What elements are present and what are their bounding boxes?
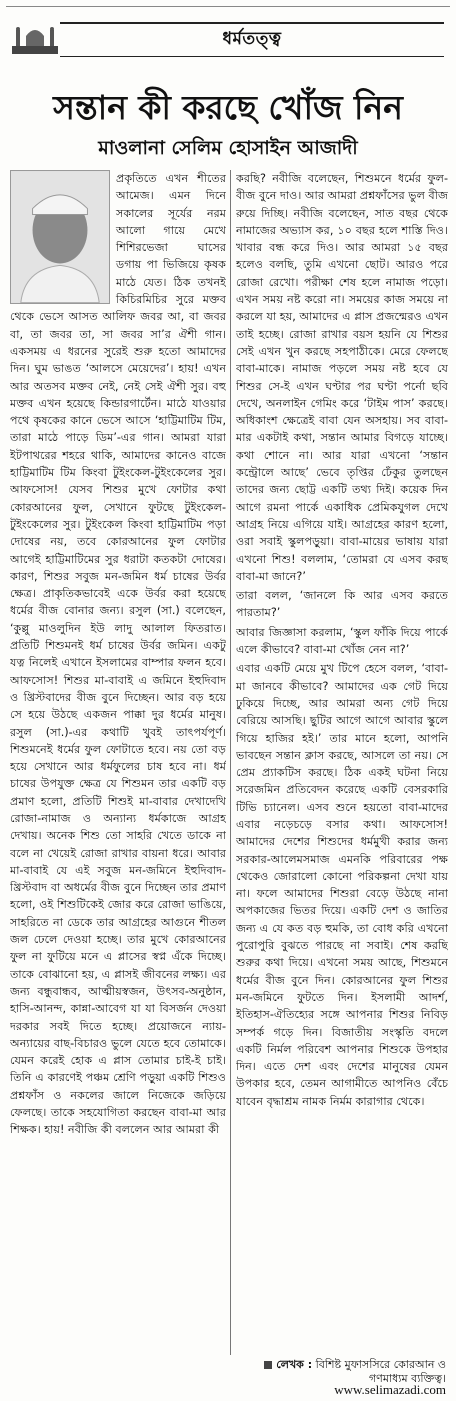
article-paragraph: তারা বলল, ‘জানলে কি আর এসব করতে পারতাম?’ [236,589,448,620]
article-paragraph: আবার জিজ্ঞাসা করলাম, ‘স্কুল ফাঁকি দিয়ে পার্কে এলে কীভাবে? বাবা-মা খোঁজ নেন না?’ [236,625,448,657]
article-column-left [10,170,226,1395]
headline: সন্তান কী করছে খোঁজ নিন [53,88,403,127]
byline: মাওলানা সেলিম হোসাইন আজাদী [98,137,358,159]
author-note-label: লেখক : [276,1358,313,1371]
mosque-logo-icon [12,22,58,54]
website-link[interactable]: www.selimazadi.com [334,1382,446,1397]
author-photo [10,170,110,304]
article-paragraph: প্রকৃতিতে এখন শীতের আমেজ। এমন দিনে সকালের সূর্যের নরম আলো গায়ে মেখে শিশিরভেজা ঘাসের ডগায় পা ভিজিয়ে কৃষক মাঠে যেত। ঠিক তখনই কিচিরমিচির সুরে মক্তব থেকে ভেসে আসত আলিফ জবর আ, বা জবর বা, তা জবর তা, সা জবর সা’র ঐশী গান। একসময় এ ধরনের সুরেই শুরু হতো আমাদের দিন। ঘুম ভাঙত ‘আলসে মেয়েদের’। হায়! এখন আর অতসব মক্তব নেই, নেই সেই ঐশী সুর। বহু মক্তব এখন হয়েছে কিন্ডারগার্টেন। মাঠে যাওয়ার পথে কৃষকের কানে ভেসে আসে ‘হাট্টিমাটিম টিম, তারা মাঠে পাড়ে ডিম’-এর গান। আমরা যারা ইটপাথরের শহরে থাকি, আমাদের কানেও বাজে হাট্টিমাটিম টিম কিংবা টুইংকেল-টুইংকেলের সুর। আফসোস! যেসব শিশুর মুখে ফোটার কথা কোরআনের ফুল, সেখানে ফুটছে টুইংকেল-টুইংকেলের সুর। টুইংকেল কিংবা হাট্টিমাটিম পড়া দোষের নয়, তবে কোরআনের ফুল ফোটার আগেই হাট্টিমাটিমের সুর ধরাটা কতকটা দোষের। কারণ, শিশুর সবুজ মন-জমিন ধর্ম চাষের উর্বর ক্ষেত্র। প্রাকৃতিকভাবেই একে উর্বর করা হয়েছে ধর্মের বীজ বোনার জন্য। রসুল (সা.) বলেছেন, ‘কুল্লু মাওলুদিন ইউ লাদু আলাল ফিতরাত। প্রতিটি শিশুমনই ধর্ম চাষের উর্বর জমিন। একটু যত্ন নিলেই এখানে ইসলামের বাম্পার ফলন হবে। আফসোস! শিশুর মা-বাবাই এ জমিনে ইহুদিবাদ ও খ্রিস্টবাদের বীজ বুনে দিচ্ছেন। আর বড় হয়ে সে হয়ে উঠছে একজন পাক্কা দুর ধর্মের মানুষ। রসুল (সা.)-এর কথাটি খুবই তাৎপর্যপূর্ণ। শিশুমনেই ধর্মের ফুল ফোটাতে হবে। নয় তো বড় হয়ে সেখানে আর ধর্মফুলের চাষ হবে না। ধর্ম চাষের উপযুক্ত ক্ষেত্র যে শিশুমন তার একটি বড় প্রমাণ হলো, প্রতিটি শিশুই মা-বাবার দেখাদেখি রোজা-নামাজ ও অন্যান্য ধর্মকাজে আগ্রহ দেখায়। অনেক শিশু তো সাহরি খেতে ডাকে না বলে না খেয়েই রোজা রাখার বায়না ধরে। আবার মা-বাবাই যে এই সবুজ মন-জমিনে ইহুদিবাদ-খ্রিস্টবাদ বা অধর্মের বীজ বুনে দিচ্ছেন তার প্রমাণ হলো, ওই শিশুটিকেই জোর করে রোজা ভাঙিয়ে, সাহরিতে না ডেকে তার আগ্রহের আগুনে শীতল জল ঢেলে দেওয়া হচ্ছে। তার মুখে কোরআনের ফুল না ফুটিয়ে মনে এ প্লাসের স্বপ্ন এঁকে দিচ্ছে। তাকে বোঝানো হয়, এ প্লাসই জীবনের লক্ষ্য। এর জন্য বন্ধুবান্ধব, আত্মীয়স্বজন, উৎসব-অনুষ্ঠান, হাসি-আনন্দ, কান্না-আবেগ যা যা বিসর্জন দেওয়া দরকার সবই দিতে হচ্ছে। প্রয়োজনে ন্যায়-অন্যায়ের বাছ-বিচারও ভুলে যেতে হবে তোমাকে। যেমন করেই হোক এ প্লাস তোমার চাই-ই চাই। তিনি এ কারণেই পঞ্চম শ্রেণি পড়ুয়া একটি শিশুও প্রশ্নফাঁস ও নকলের জালে নিজেকে জড়িয়ে ফেলছে। তাকে সহযোগিতা করছেন বাবা-মা আর শিক্ষক। হায়! নবীজি কী বললেন আর আমরা কী [10,172,226,1137]
author-note-text: বিশিষ্ট মুফাসসিরে কোরআন ও গণমাধ্যম ব্যক্তিত্ব। [315,1358,446,1385]
square-bullet-icon [264,1361,272,1369]
section-title: ধর্মতত্ত্ব [222,29,282,49]
article-paragraph: করছি? নবীজি বলেছেন, শিশুমনে ধর্মের ফুল-বীজ বুনে দাও। আর আমরা প্রশ্নফাঁসের ভুল বীজ রুয়ে দিচ্ছি। নবীজি বলেছেন, সাত বছর থেকে নামাজের অভ্যাস কর, ১০ বছর হলে শাস্তি দিও। খাবার বন্ধ করে দিও। আর আমরা ১৫ বছর হলেও বলছি, তুমি এখনো ছোট। আরও পরে রোজা রেখো। পরীক্ষা শেষ হলে নামাজ পড়ো। এখন সময় নষ্ট করো না। সময়ের কাজ সময়ে না করলে যা হয়, আমাদের এ প্লাস প্রজন্মেরও এখন তাই হচ্ছে। রোজা রাখার বয়স হয়নি যে শিশুর সেই এখন খুন করছে সহপাঠীকে। মেরে ফেলছে বাবা-মাকে। নামাজ পড়লে সময় নষ্ট হবে যে শিশুর সে-ই এখন ঘণ্টার পর ঘণ্টা পর্নো ছবি দেখে, অনলাইন গেমিং করে ‘টাইম পাস’ করছে। অধিকাংশ ক্ষেত্রেই বাবা যেন অসহায়। সব বাবা-মার একটাই কথা, সন্তান আমার বিগড়ে যাচ্ছে। কথা শোনে না। আর যারা এখনো ‘সন্তান কন্ট্রোলে আছে’ ভেবে তৃপ্তির ঢেঁকুর তুলছেন তাদের জন্য ছোট্ট একটি তথ্য দিই। কয়েক দিন আগে রমনা পার্কে একাধিক প্রেমিকযুগল দেখে আগ্রহ নিয়ে এগিয়ে যাই। আগ্রহের কারণ হলো, ওরা সবাই স্কুলপড়ুয়া। বাবা-মায়ের ভাষায় যারা এখনো শিশু! বললাম, ‘তোমরা যে এসব করছ বাবা-মা জানে?’ [236,172,448,583]
section-bar [60,22,444,57]
column-divider [230,170,231,1355]
top-strip [6,0,450,7]
author-note [240,1358,446,1385]
article-column-right [236,170,448,1350]
article-paragraph: এবার একটি মেয়ে মুখ টিপে হেসে বলল, ‘বাবা-মা জানবে কীভাবে? আমাদের এক গেট দিয়ে ঢুকিয়ে দিচ্ছে, আর আমরা অন্য গেট দিয়ে বেরিয়ে আসছি। ছুটির আগে আগে আবার স্কুলে গিয়ে হাজির হই।’ তার মানে হলো, আপনি ভাবছেন সন্তান ক্লাস করছে, আসলে তা নয়। সে প্রেম প্র্যাকটিস করছে। ঠিক একই ঘটনা নিয়ে সরেজমিন প্রতিবেদন করেছে একটি বেসরকারি টিভি চ্যানেল। এসব শুনে হয়তো বাবা-মাদের এবার নড়েচড়ে বসার কথা। আফসোস! আমাদের দেশের শিশুদের ধর্মমুখী করার জন্য সরকার-আলেমসমাজ এমনকি পরিবারের পক্ষ থেকেও জোরালো কোনো পরিকল্পনা দেখা যায় না। ফলে আমাদের শিশুরা বেড়ে উঠছে নানা অপকাজের ভিতর দিয়ে। একটি দেশ ও জাতির জন্য এ যে কত বড় হুমকি, তা বোধ করি এখনো পুরোপুরি বুঝতে পারছে না সবাই। শেষ করছি শুরুর কথা দিয়ে। এখনো সময় আছে, শিশুমনে ধর্মের বীজ বুনে দিন। কোরআনের ফুল শিশুর মন-জমিনে ফুটতে দিন। ইসলামী আদর্শ, ইতিহাস-ঐতিহ্যের সঙ্গে আপনার শিশুর নিবিড় সম্পর্ক গড়ে দিন। বিজাতীয় সংস্কৃতি বদলে একটি নির্মল পরিবেশ আপনার শিশুকে উপহার দিন। এতে দেশ এবং দেশের মানুষের যেমন উপকার হবে, তেমন আগামীতে আপনিও বেঁচে যাবেন বৃদ্ধাশ্রম নামক নির্মম কারাগার থেকে। [236,662,448,1108]
